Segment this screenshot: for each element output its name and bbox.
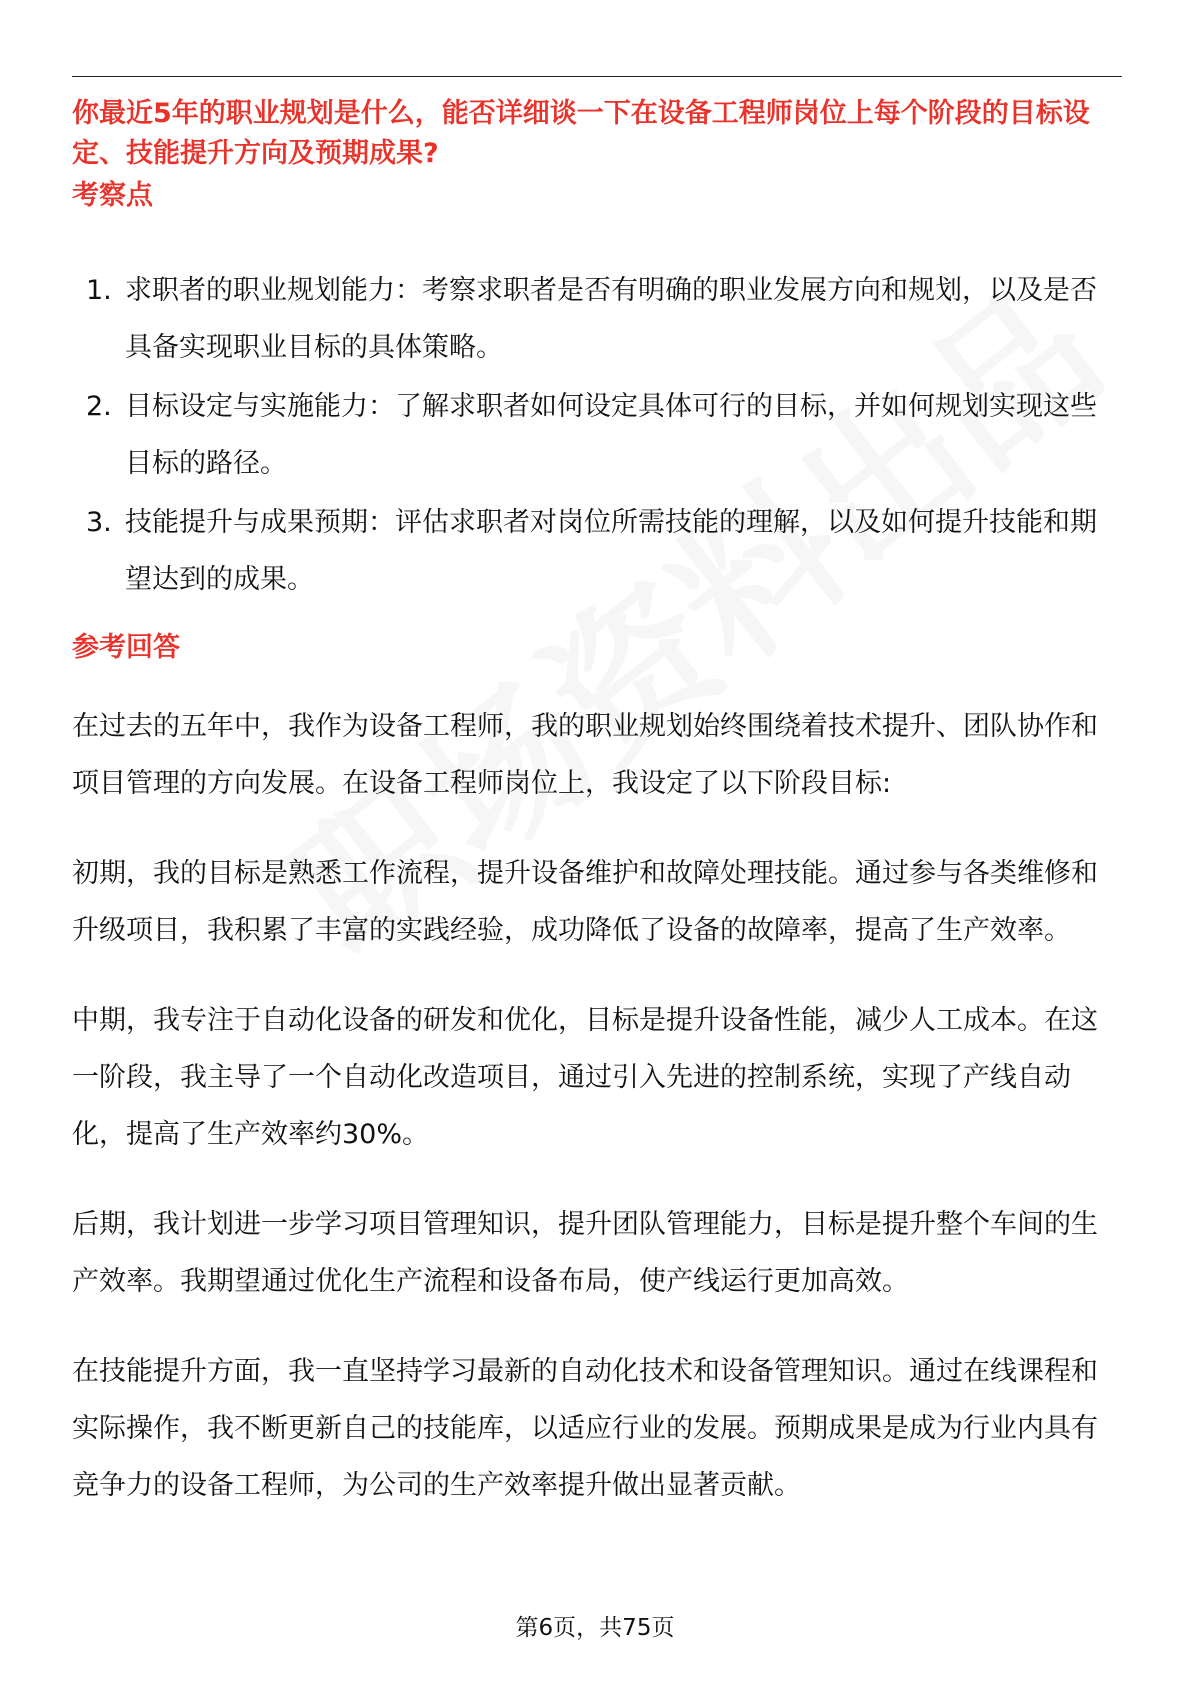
answer-paragraph: 中期，我专注于自动化设备的研发和优化，目标是提升设备性能，减少人工成本。在这一阶段，我主导了一个自动化改造项目，通过引入先进的控制系统，实现了产线自动化，提高了生产效率约30%。 <box>72 1005 1098 1150</box>
point-item <box>72 494 1122 608</box>
point-number: 1. <box>86 275 112 306</box>
answer-heading: 参考回答 <box>72 632 180 663</box>
answer-paragraph: 初期，我的目标是熟悉工作流程，提升设备维护和故障处理技能。通过参与各类维修和升级项目，我积累了丰富的实践经验，成功降低了设备的故障率，提高了生产效率。 <box>72 858 1098 946</box>
answer-paragraph: 在技能提升方面，我一直坚持学习最新的自动化技术和设备管理知识。通过在线课程和实际操作，我不断更新自己的技能库，以适应行业的发展。预期成果是成为行业内具有竞争力的设备工程师，为公司的生产效率提升做出显著贡献。 <box>72 1356 1098 1501</box>
point-text: 求职者的职业规划能力：考察求职者是否有明确的职业发展方向和规划，以及是否具备实现职业目标的具体策略。 <box>125 275 1097 363</box>
points-heading: 考察点 <box>72 180 153 211</box>
point-text: 技能提升与成果预期：评估求职者对岗位所需技能的理解，以及如何提升技能和期望达到的成果。 <box>125 507 1097 595</box>
point-item <box>72 262 1122 376</box>
point-number: 2. <box>86 391 112 422</box>
point-number: 3. <box>86 507 112 538</box>
answer-body <box>72 698 1122 1547</box>
answer-paragraph: 后期，我计划进一步学习项目管理知识，提升团队管理能力，目标是提升整个车间的生产效率。我期望通过优化生产流程和设备布局，使产线运行更加高效。 <box>72 1209 1098 1297</box>
page-number: 第6页，共75页 <box>515 1615 675 1641</box>
point-item <box>72 378 1122 492</box>
top-divider <box>72 76 1122 77</box>
point-text: 目标设定与实施能力：了解求职者如何设定具体可行的目标，并如何规划实现这些目标的路径。 <box>125 391 1097 479</box>
question-title: 你最近5年的职业规划是什么，能否详细谈一下在设备工程师岗位上每个阶段的目标设定、技能提升方向及预期成果? <box>72 98 1090 169</box>
answer-paragraph: 在过去的五年中，我作为设备工程师，我的职业规划始终围绕着技术提升、团队协作和项目管理的方向发展。在设备工程师岗位上，我设定了以下阶段目标: <box>72 711 1098 799</box>
points-list <box>72 262 1122 610</box>
